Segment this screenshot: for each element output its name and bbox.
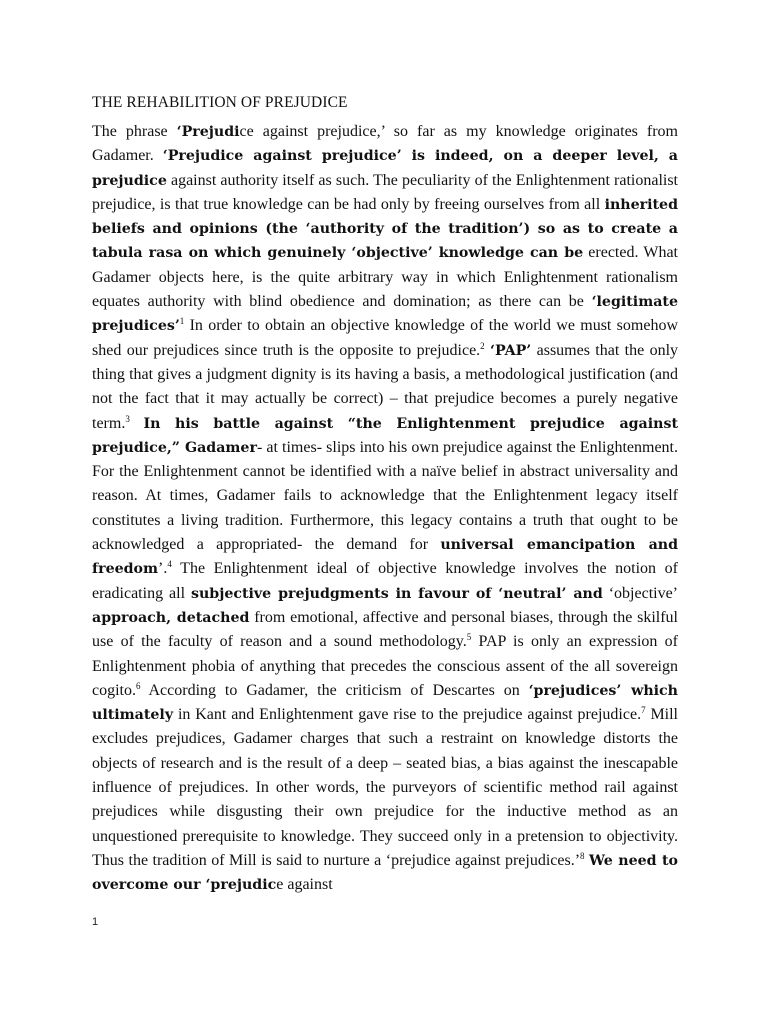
bold-text-run: ‘legitimate prejudices’ <box>92 294 678 335</box>
text-run: against authority itself as such. The peculiarity of the Enlightenment rationalist prejudice, is that true knowledge can be had only by freeing ourselves from all <box>92 171 678 213</box>
text-run: The Enlightenment ideal of objective knowledge involves the notion of eradicating all <box>92 560 678 602</box>
bold-text-run: inherited beliefs and opinions (the ‘authority of the tradition’) so as to create a tabula rasa on which genuinely ‘objective’ knowledge can be <box>92 196 678 262</box>
footnote-marker: 3 <box>125 413 130 424</box>
bold-text-run: universal emancipation and freedom <box>92 537 678 578</box>
page-number: 1 <box>92 916 99 928</box>
footnote-marker: 4 <box>167 559 172 570</box>
document-page <box>92 92 678 898</box>
footnote-marker: 1 <box>179 316 185 327</box>
text-run: - at times- slips into his own prejudice against the Enlightenment. For the Enlightenment cannot be identified with a naïve belief in abstract universality and reason. At times, Gadamer fails to acknowledge that the Enlightenment legacy itself constitutes a living tradition. Furthermore, this legacy contains a truth that ought to be acknowledged a appropriated- the demand for <box>92 438 678 554</box>
footnote-marker: 7 <box>641 705 646 716</box>
bold-text-run: We need to overcome our ‘prejudic <box>92 852 679 894</box>
footnote-marker: 8 <box>580 850 585 861</box>
text-run: ‘objective’ <box>602 584 679 602</box>
text-run: Mill excludes prejudices, Gadamer charges that such a restraint on knowledge distorts the objects of research and is the result of a deep – seated bias, a bias against the inescapable influence of prejudices. In other words, the purveyors of scientific method rail against prejudices while disgusting their own prejudice for the inductive method as an unquestioned prerequisite to knowledge. They succeed only in a pretension to objectivity. Thus the tradition of Mill is said to nurture a ‘prejudice against prejudices.’ <box>92 706 679 869</box>
text-run: in Kant and Enlightenment gave rise to the prejudice against prejudice. <box>173 706 642 724</box>
text-run: e against <box>276 876 333 894</box>
footnote-marker: 5 <box>466 632 472 643</box>
text-run: PAP is only an expression of Enlightenment phobia of anything that precedes the conscious assent of the all sovereign cogito. <box>92 633 679 699</box>
bold-text-run: ‘Prejudi <box>176 124 240 140</box>
bold-text-run: approach, detached <box>92 609 250 626</box>
body-paragraph <box>92 120 678 898</box>
text-run: from emotional, affective and personal biases, through the skilful use of the faculty of reason and a sound methodology. <box>92 608 679 651</box>
text-run: The phrase <box>92 123 177 140</box>
text-run: ce against prejudice,’ so far as my knowledge originates from Gadamer. <box>92 123 679 165</box>
text-run: In order to obtain an objective knowledge of the world we must somehow shed our prejudices since truth is the opposite to prejudice. <box>92 317 678 359</box>
footnote-marker: 6 <box>136 680 141 691</box>
bold-text-run: ‘PAP’ <box>490 342 532 359</box>
text-run: assumes that the only thing that gives a judgment dignity is its having a basis, a methodological justification (and not the fact that it may actually be correct) – that prejudice becomes a purely negative term. <box>92 341 679 432</box>
text-run: erected. What Gadamer objects here, is the quite arbitrary way in which Enlightenment rationalism equates authority with blind obedience and domination; as there can be <box>92 244 678 311</box>
text-run: ’. <box>158 560 168 578</box>
bold-text-run: subjective prejudgments in favour of ‘neutral’ and <box>190 585 603 602</box>
bold-text-run: In his battle against “the Enlightenment prejudice against prejudice,” Gadamer <box>92 415 678 456</box>
bold-text-run: ‘prejudices’ which ultimately <box>92 682 678 724</box>
footnote-marker: 2 <box>480 340 485 351</box>
text-run <box>130 415 144 432</box>
text-run: According to Gadamer, the criticism of Descartes on <box>140 681 529 699</box>
document-title: THE REHABILITION OF PREJUDICE <box>92 94 348 111</box>
bold-text-run: ‘Prejudice against prejudice’ is indeed, on a deeper level, a prejudice <box>92 148 678 189</box>
